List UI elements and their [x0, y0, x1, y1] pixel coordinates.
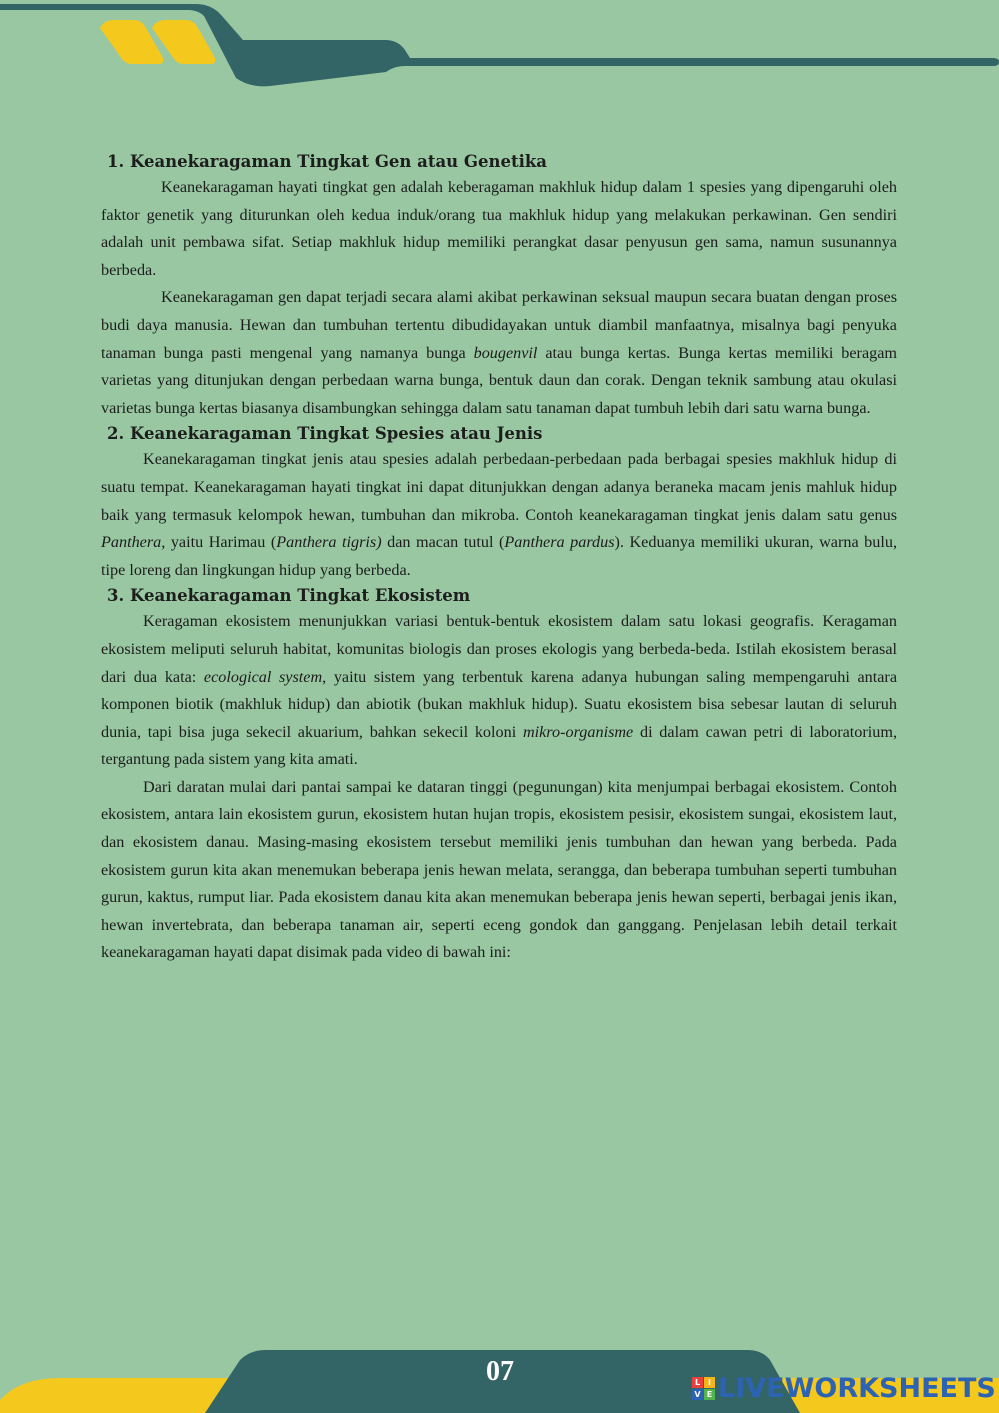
- paragraph-ekosistem-2: Dari daratan mulai dari pantai sampai ke dataran tinggi (pegunungan) kita menjumpai berbagai ekosistem. Contoh ekosistem, antara lain ekosistem gurun, ekosistem hutan hujan tropis, ekosistem pesisir, ekosistem sungai, ekosistem laut, dan ekosistem danau. Masing-masing ekosistem tersebut memiliki jenis tumbuhan dan hewan yang berbeda. Pada ekosistem gurun kita akan menemukan beberapa jenis hewan melata, serangga, dan beberapa tumbuhan seperti tumbuhan gurun, kaktus, rumput liar. Pada ekosistem danau kita akan menemukan beberapa jenis hewan seperti, berbagai jenis ikan, hewan invertebrata, dan beberapa tanaman air, seperti eceng gondok dan ganggang. Penjelasan lebih detail terkait keanekaragaman hayati dapat disimak pada video di bawah ini:: [101, 777, 897, 962]
- section-heading-ekosistem: 3. Keanekaragaman Tingkat Ekosistem: [107, 586, 471, 606]
- section-heading-spesies: 2. Keanekaragaman Tingkat Spesies atau Jenis: [107, 424, 543, 444]
- main-content: [101, 150, 897, 967]
- paragraph-gen-2: Keanekaragaman gen dapat terjadi secara alami akibat perkawinan seksual maupun secara buatan dengan proses budi daya manusia. Hewan dan tumbuhan tertentu dibudidayakan untuk diambil manfaatnya, misalnya bagi penyuka tanaman bunga pasti mengenal yang namanya bunga bougenvil atau bunga kertas. Bunga kertas memiliki beragam varietas yang ditunjukan dengan perbedaan warna bunga, bentuk daun dan corak. Dengan teknik sambung atau okulasi varietas bunga kertas biasanya disambungkan sehingga dalam satu tanaman dapat tumbuh lebih dari satu warna bunga.: [101, 288, 897, 417]
- paragraph-ekosistem-1: Keragaman ekosistem menunjukkan variasi bentuk-bentuk ekosistem dalam satu lokasi geografis. Keragaman ekosistem meliputi seluruh habitat, komunitas biologis dan proses ekologis yang berbeda-beda. Istilah ekosistem berasal dari dua kata: ecological system, yaitu sistem yang terbentuk karena adanya hubungan saling mempengaruhi antara komponen biotik (makhluk hidup) dan abiotik (bukan makhluk hidup). Suatu ekosistem bisa sebesar lautan di seluruh dunia, tapi bisa juga sekecil akuarium, bahkan sekecil koloni mikro-organisme di dalam cawan petri di laboratorium, tergantung pada sistem yang kita amati.: [101, 612, 897, 769]
- paragraph-spesies-1: Keanekaragaman tingkat jenis atau spesies adalah perbedaan-perbedaan pada berbagai spesies makhluk hidup di suatu tempat. Keanekaragaman hayati tingkat ini dapat ditunjukkan dengan adanya beraneka macam jenis mahluk hidup baik yang termasuk kelompok hewan, tumbuhan dan mikroba. Contoh keanekaragaman tingkat jenis dalam satu genus Panthera, yaitu Harimau (Panthera tigris) dan macan tutul (Panthera pardus). Keduanya memiliki ukuran, warna bulu, tipe loreng dan lingkungan hidup yang berbeda.: [101, 450, 898, 579]
- page-number: 07: [486, 1356, 514, 1387]
- liveworksheets-logo-mark: [692, 1377, 715, 1400]
- logo-letter-v: V: [692, 1389, 703, 1400]
- logo-letter-l: L: [692, 1377, 703, 1388]
- logo-letter-i: I: [704, 1377, 715, 1388]
- header-decoration: [0, 0, 999, 100]
- liveworksheets-logo[interactable]: [692, 1372, 996, 1404]
- paragraph-gen-1: Keanekaragaman hayati tingkat gen adalah keberagaman makhluk hidup dalam 1 spesies yang dipengaruhi oleh faktor genetik yang diturunkan oleh kedua induk/orang tua makhluk hidup yang melakukan perkawinan. Gen sendiri adalah unit pembawa sifat. Setiap makhluk hidup memiliki perangkat dasar penyusun gen sama, namun susunannya berbeda.: [101, 178, 897, 279]
- logo-letter-e: E: [704, 1389, 715, 1400]
- section-heading-gen: 1. Keanekaragaman Tingkat Gen atau Genetika: [107, 152, 547, 171]
- liveworksheets-brand-text: LIVEWORKSHEETS: [718, 1372, 996, 1404]
